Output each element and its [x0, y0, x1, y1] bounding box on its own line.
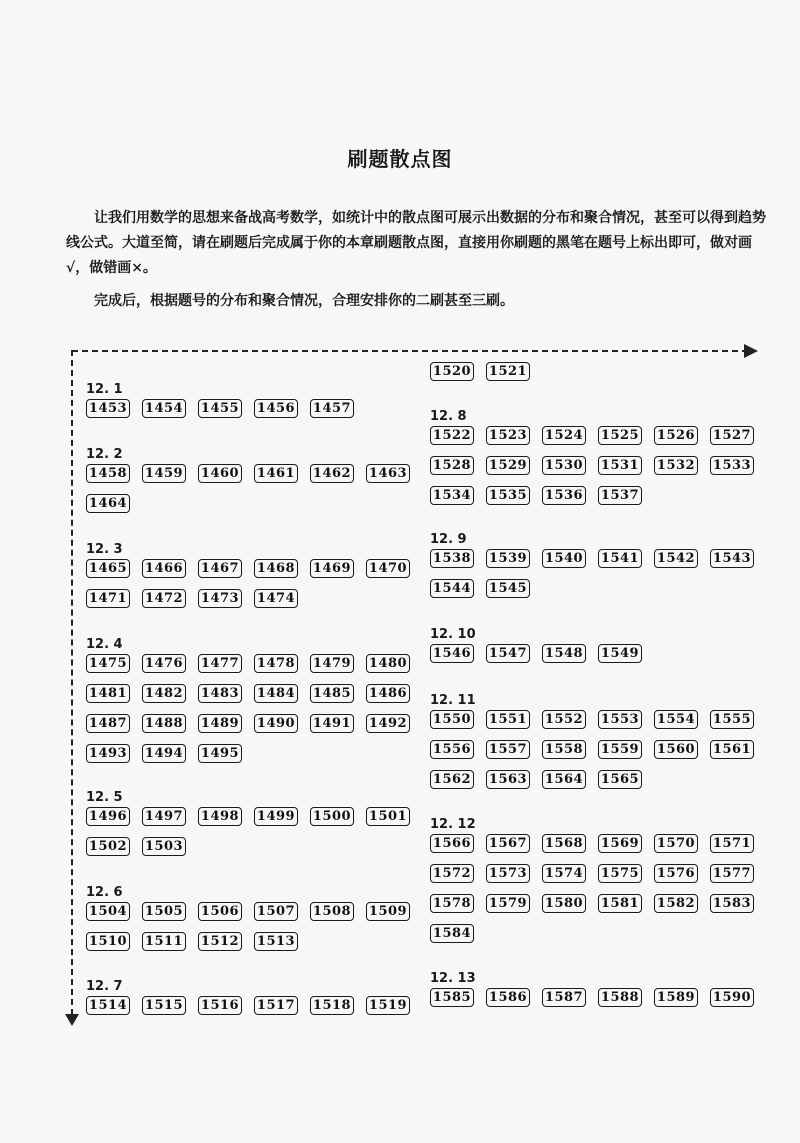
question-number-box[interactable]: 1541: [598, 549, 642, 568]
arrow-right-icon: [744, 344, 758, 358]
section-12-3: [86, 541, 422, 619]
question-number-box[interactable]: 1562: [430, 770, 474, 789]
question-number-box[interactable]: 1539: [486, 549, 530, 568]
question-number-box[interactable]: 1522: [430, 426, 474, 445]
question-number-box[interactable]: 1458: [86, 464, 130, 483]
section-12-5: [86, 789, 422, 867]
question-number-box[interactable]: 1536: [542, 486, 586, 505]
question-number-box[interactable]: 1547: [486, 644, 530, 663]
question-number-box[interactable]: 1519: [366, 996, 410, 1015]
question-number-box[interactable]: 1477: [198, 654, 242, 673]
question-number-box[interactable]: 1566: [430, 834, 474, 853]
question-number-box[interactable]: 1535: [486, 486, 530, 505]
question-number-box[interactable]: 1561: [710, 740, 754, 759]
question-number-box[interactable]: 1516: [198, 996, 242, 1015]
question-number-box[interactable]: 1563: [486, 770, 530, 789]
question-number-box[interactable]: 1472: [142, 589, 186, 608]
question-number-box[interactable]: 1575: [598, 864, 642, 883]
intro-text: [66, 206, 766, 314]
question-number-box[interactable]: 1540: [542, 549, 586, 568]
question-grid: [430, 710, 766, 800]
question-number-box[interactable]: 1486: [366, 684, 410, 703]
question-number-box[interactable]: 1584: [430, 924, 474, 943]
section-label: 12. 13: [430, 971, 476, 986]
section-12-12: [430, 816, 766, 954]
question-grid: [86, 996, 422, 1026]
question-number-box[interactable]: 1498: [198, 807, 242, 826]
question-number-box[interactable]: 1587: [542, 988, 586, 1007]
question-number-box[interactable]: 1473: [198, 589, 242, 608]
question-number-box[interactable]: 1503: [142, 837, 186, 856]
section-label: 12. 12: [430, 817, 476, 832]
question-number-box[interactable]: 1554: [654, 710, 698, 729]
question-number-box[interactable]: 1544: [430, 579, 474, 598]
question-number-box[interactable]: 1465: [86, 559, 130, 578]
question-number-box[interactable]: 1460: [198, 464, 242, 483]
section-12-13: [430, 970, 766, 1018]
section-12-7: [86, 978, 422, 1026]
question-number-box[interactable]: 1520: [430, 362, 474, 381]
intro-paragraph-2: 完成后，根据题号的分布和聚合情况，合理安排你的二刷甚至三刷。: [94, 293, 514, 309]
question-number-box[interactable]: 1513: [254, 932, 298, 951]
question-number-box[interactable]: 1484: [254, 684, 298, 703]
question-number-box[interactable]: 1590: [710, 988, 754, 1007]
question-number-box[interactable]: 1509: [366, 902, 410, 921]
question-number-box[interactable]: 1551: [486, 710, 530, 729]
question-number-box[interactable]: 1482: [142, 684, 186, 703]
question-number-box[interactable]: 1582: [654, 894, 698, 913]
question-number-box[interactable]: 1479: [310, 654, 354, 673]
question-number-box[interactable]: 1483: [198, 684, 242, 703]
page-title: 刷题散点图: [347, 147, 453, 171]
section-label: 12. 6: [86, 885, 123, 900]
question-number-box[interactable]: 1569: [598, 834, 642, 853]
question-number-box[interactable]: 1564: [542, 770, 586, 789]
section-label: 12. 3: [86, 542, 123, 557]
question-grid: [86, 464, 422, 524]
question-number-box[interactable]: 1478: [254, 654, 298, 673]
question-number-box[interactable]: 1589: [654, 988, 698, 1007]
question-number-box[interactable]: 1524: [542, 426, 586, 445]
section-label: 12. 10: [430, 627, 476, 642]
horizontal-dashed-arrow-line: [72, 350, 748, 352]
question-grid: [86, 399, 422, 429]
question-number-box[interactable]: 1463: [366, 464, 410, 483]
question-number-box[interactable]: 1455: [198, 399, 242, 418]
question-number-box[interactable]: 1474: [254, 589, 298, 608]
question-number-box[interactable]: 1500: [310, 807, 354, 826]
question-number-box[interactable]: 1542: [654, 549, 698, 568]
question-number-box[interactable]: 1471: [86, 589, 130, 608]
question-number-box[interactable]: 1466: [142, 559, 186, 578]
question-number-box[interactable]: 1546: [430, 644, 474, 663]
question-number-box[interactable]: 1555: [710, 710, 754, 729]
question-number-box[interactable]: 1552: [542, 710, 586, 729]
question-number-box[interactable]: 1578: [430, 894, 474, 913]
question-number-box[interactable]: 1459: [142, 464, 186, 483]
question-grid: [86, 902, 422, 962]
question-number-box[interactable]: 1489: [198, 714, 242, 733]
question-number-box[interactable]: 1469: [310, 559, 354, 578]
question-number-box[interactable]: 1504: [86, 902, 130, 921]
question-number-box[interactable]: 1526: [654, 426, 698, 445]
question-grid: [430, 988, 766, 1018]
question-number-box[interactable]: 1461: [254, 464, 298, 483]
question-number-box[interactable]: 1517: [254, 996, 298, 1015]
section-label: 12. 8: [430, 409, 467, 424]
question-grid: [430, 644, 766, 674]
question-number-box[interactable]: 1567: [486, 834, 530, 853]
question-number-box[interactable]: 1456: [254, 399, 298, 418]
question-number-box[interactable]: 1499: [254, 807, 298, 826]
question-number-box[interactable]: 1583: [710, 894, 754, 913]
question-number-box[interactable]: 1457: [310, 399, 354, 418]
question-number-box[interactable]: 1531: [598, 456, 642, 475]
question-number-box[interactable]: 1559: [598, 740, 642, 759]
question-number-box[interactable]: 1514: [86, 996, 130, 1015]
question-number-box[interactable]: 1576: [654, 864, 698, 883]
section-12-9: [430, 531, 766, 609]
question-number-box[interactable]: 1491: [310, 714, 354, 733]
question-number-box[interactable]: 1476: [142, 654, 186, 673]
question-number-box[interactable]: 1579: [486, 894, 530, 913]
question-number-box[interactable]: 1588: [598, 988, 642, 1007]
question-number-box[interactable]: 1574: [542, 864, 586, 883]
section-12-7-continued: [430, 362, 766, 392]
question-number-box[interactable]: 1572: [430, 864, 474, 883]
question-number-box[interactable]: 1523: [486, 426, 530, 445]
question-number-box[interactable]: 1467: [198, 559, 242, 578]
question-number-box[interactable]: 1488: [142, 714, 186, 733]
question-number-box[interactable]: 1558: [542, 740, 586, 759]
question-number-box[interactable]: 1490: [254, 714, 298, 733]
question-number-box[interactable]: 1553: [598, 710, 642, 729]
question-grid: [430, 549, 766, 609]
question-number-box[interactable]: 1481: [86, 684, 130, 703]
section-12-6: [86, 884, 422, 962]
question-number-box[interactable]: 1585: [430, 988, 474, 1007]
question-number-box[interactable]: 1468: [254, 559, 298, 578]
question-number-box[interactable]: 1495: [198, 744, 242, 763]
question-number-box[interactable]: 1462: [310, 464, 354, 483]
question-number-box[interactable]: 1525: [598, 426, 642, 445]
question-number-box[interactable]: 1492: [366, 714, 410, 733]
question-number-box[interactable]: 1480: [366, 654, 410, 673]
question-number-box[interactable]: 1577: [710, 864, 754, 883]
question-grid: [86, 654, 422, 774]
question-number-box[interactable]: 1454: [142, 399, 186, 418]
question-number-box[interactable]: 1453: [86, 399, 130, 418]
question-number-box[interactable]: 1529: [486, 456, 530, 475]
question-number-box[interactable]: 1475: [86, 654, 130, 673]
question-number-box[interactable]: 1485: [310, 684, 354, 703]
question-number-box[interactable]: 1557: [486, 740, 530, 759]
question-number-box[interactable]: 1511: [142, 932, 186, 951]
section-label: 12. 11: [430, 693, 476, 708]
section-label: 12. 5: [86, 790, 123, 805]
section-label: 12. 1: [86, 382, 123, 397]
question-number-box[interactable]: 1487: [86, 714, 130, 733]
question-number-box[interactable]: 1549: [598, 644, 642, 663]
question-number-box[interactable]: 1493: [86, 744, 130, 763]
question-number-box[interactable]: 1550: [430, 710, 474, 729]
question-number-box[interactable]: 1560: [654, 740, 698, 759]
question-number-box[interactable]: 1496: [86, 807, 130, 826]
section-12-4: [86, 636, 422, 774]
question-number-box[interactable]: 1580: [542, 894, 586, 913]
question-number-box[interactable]: 1527: [710, 426, 754, 445]
question-number-box[interactable]: 1545: [486, 579, 530, 598]
arrow-down-icon: [65, 1014, 79, 1026]
question-number-box[interactable]: 1502: [86, 837, 130, 856]
question-number-box[interactable]: 1505: [142, 902, 186, 921]
section-12-8: [430, 408, 766, 516]
vertical-dashed-arrow-line: [71, 350, 73, 1015]
question-number-box[interactable]: 1581: [598, 894, 642, 913]
question-number-box[interactable]: 1543: [710, 549, 754, 568]
question-number-box[interactable]: 1570: [654, 834, 698, 853]
question-grid: [86, 559, 422, 619]
section-label: 12. 7: [86, 979, 123, 994]
question-number-box[interactable]: 1464: [86, 494, 130, 513]
question-number-box[interactable]: 1515: [142, 996, 186, 1015]
question-number-box[interactable]: 1494: [142, 744, 186, 763]
question-number-box[interactable]: 1506: [198, 902, 242, 921]
section-12-10: [430, 626, 766, 674]
question-number-box[interactable]: 1534: [430, 486, 474, 505]
question-number-box[interactable]: 1533: [710, 456, 754, 475]
question-number-box[interactable]: 1507: [254, 902, 298, 921]
section-12-1: [86, 381, 422, 429]
question-number-box[interactable]: 1512: [198, 932, 242, 951]
question-grid: [430, 362, 766, 392]
section-12-11: [430, 692, 766, 800]
question-number-box[interactable]: 1548: [542, 644, 586, 663]
question-number-box[interactable]: 1470: [366, 559, 410, 578]
section-label: 12. 2: [86, 447, 123, 462]
question-number-box[interactable]: 1501: [366, 807, 410, 826]
question-number-box[interactable]: 1521: [486, 362, 530, 381]
section-label: 12. 9: [430, 532, 467, 547]
question-number-box[interactable]: 1568: [542, 834, 586, 853]
question-grid: [430, 834, 766, 954]
question-number-box[interactable]: 1518: [310, 996, 354, 1015]
intro-paragraph-1: 让我们用数学的思想来备战高考数学，如统计中的散点图可展示出数据的分布和聚合情况，甚至可以得到趋势线公式。大道至简，请在刷题后完成属于你的本章刷题散点图，直接用你刷题的黑笔在题号上标出即可，做对画√，做错画×。: [66, 210, 766, 276]
question-number-box[interactable]: 1528: [430, 456, 474, 475]
question-grid: [430, 426, 766, 516]
question-number-box[interactable]: 1530: [542, 456, 586, 475]
question-number-box[interactable]: 1537: [598, 486, 642, 505]
section-12-2: [86, 446, 422, 524]
section-label: 12. 4: [86, 637, 123, 652]
question-number-box[interactable]: 1586: [486, 988, 530, 1007]
question-number-box[interactable]: 1556: [430, 740, 474, 759]
question-number-box[interactable]: 1532: [654, 456, 698, 475]
question-grid: [86, 807, 422, 867]
question-number-box[interactable]: 1538: [430, 549, 474, 568]
question-number-box[interactable]: 1508: [310, 902, 354, 921]
question-number-box[interactable]: 1573: [486, 864, 530, 883]
question-number-box[interactable]: 1565: [598, 770, 642, 789]
question-number-box[interactable]: 1571: [710, 834, 754, 853]
question-number-box[interactable]: 1510: [86, 932, 130, 951]
question-number-box[interactable]: 1497: [142, 807, 186, 826]
